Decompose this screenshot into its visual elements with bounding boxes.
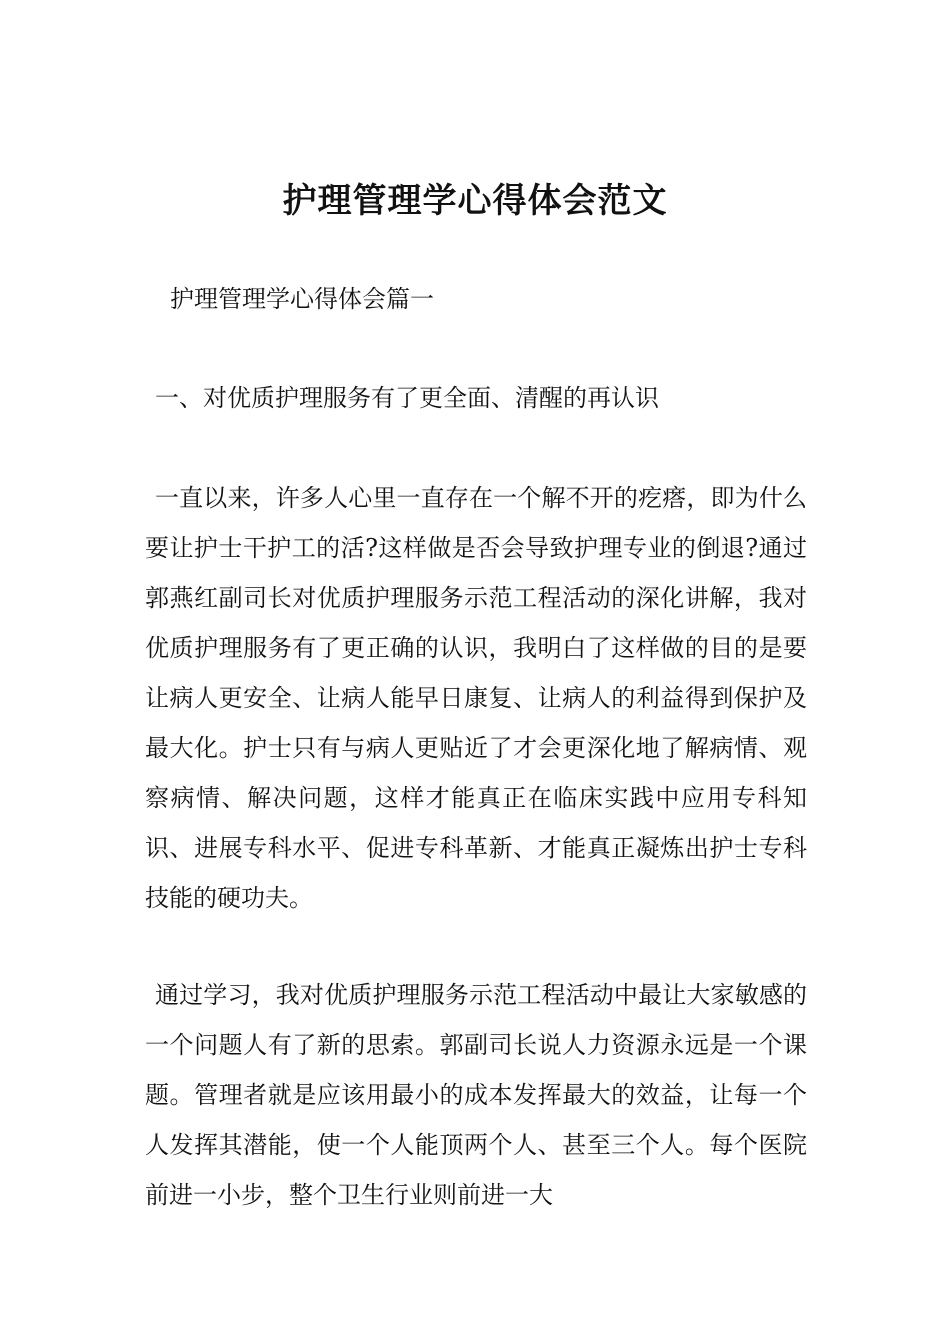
body-paragraph: 通过学习，我对优质护理服务示范工程活动中最让大家敏感的一个问题人有了新的思索。郭副司长说人力资源永远是一个课题。管理者就是应该用最小的成本发挥最大的效益，让每一个人发挥其潜能，使一个人能顶两个人、甚至三个人。每个医院前进一小步，整个卫生行业则前进一大 (145, 981, 807, 1209)
body-paragraph: 一直以来，许多人心里一直存在一个解不开的疙瘩，即为什么要让护士干护工的活?这样做是否会导致护理专业的倒退?通过郭燕红副司长对优质护理服务示范工程活动的深化讲解，我对优质护理服务有了更正确的认识，我明白了这样做的目的是要让病人更安全、让病人能早日康复、让病人的利益得到保护及最大化。护士只有与病人更贴近了才会更深化地了解病情、观察病情、解决问题，这样才能真正在临床实践中应用专科知识、进展专科水平、促进专科革新、才能真正凝炼出护士专科技能的硬功夫。 (145, 484, 807, 912)
document-title: 护理管理学心得体会范文 (282, 181, 668, 221)
section-heading: 一、对优质护理服务有了更全面、清醒的再认识 (155, 384, 659, 412)
section-title: 护理管理学心得体会篇一 (170, 285, 434, 313)
